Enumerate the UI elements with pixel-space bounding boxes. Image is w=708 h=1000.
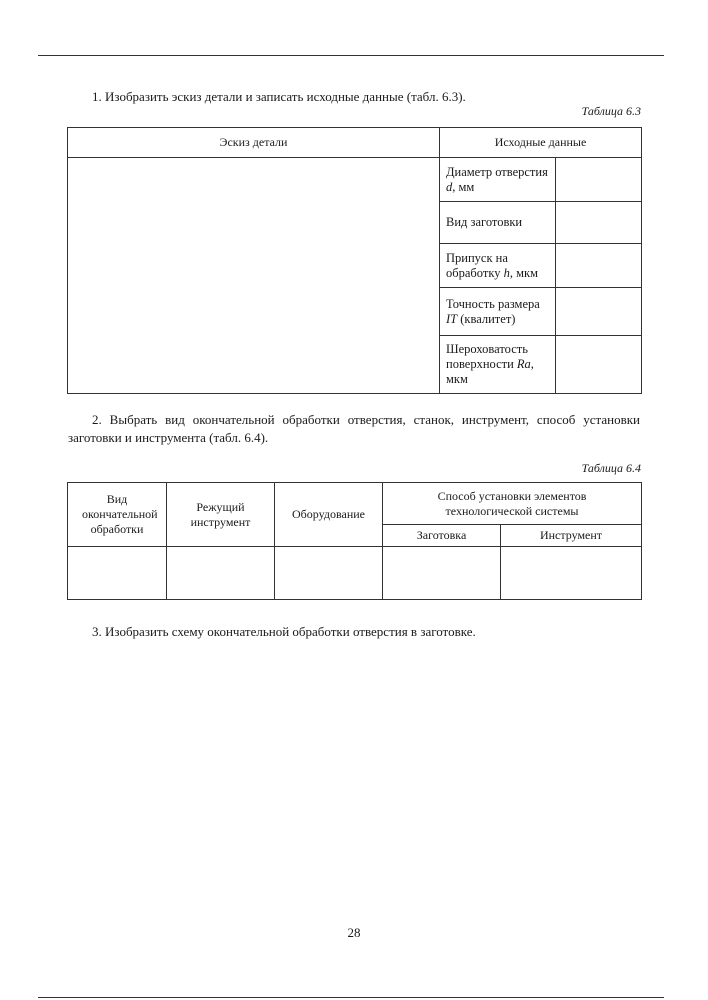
task-1 <box>68 88 640 106</box>
task-3-text: Изобразить схему окончательной обработки отверстия в заготовке. <box>105 624 476 639</box>
label-text: Точность размера <box>446 296 540 311</box>
row-label-workpiece-type <box>440 202 556 244</box>
row-label-diameter <box>440 158 556 202</box>
top-rule <box>38 55 664 56</box>
header-equipment: Оборудование <box>275 483 383 547</box>
label-text: Шероховатость поверхности <box>446 342 528 371</box>
header-workpiece: Заготовка <box>383 525 501 547</box>
label-variable: h, <box>503 265 513 280</box>
label-text: Диаметр отверстия <box>446 164 548 179</box>
row-label-roughness <box>440 336 556 394</box>
row-label-accuracy <box>440 288 556 336</box>
label-unit: , мм <box>452 179 475 194</box>
header-initial-data: Исходные данные <box>440 128 642 158</box>
cell-cutting-tool[interactable] <box>167 547 275 600</box>
cell-workpiece[interactable] <box>383 547 501 600</box>
value-diameter[interactable] <box>556 158 642 202</box>
page-number: 28 <box>347 925 361 940</box>
task-3-number: 3. <box>92 624 102 639</box>
value-workpiece-type[interactable] <box>556 202 642 244</box>
table-6-3-caption: Таблица 6.3 <box>581 104 641 118</box>
table-6-4-caption: Таблица 6.4 <box>581 461 641 475</box>
label-unit: , мкм <box>446 357 534 386</box>
label-variable: Ra <box>516 357 531 371</box>
cell-equipment[interactable] <box>275 547 383 600</box>
header-sketch: Эскиз детали <box>68 128 440 158</box>
label-variable: IT <box>446 311 458 326</box>
header-setup-method: Способ установки элементов технологической системы <box>383 483 642 525</box>
value-allowance[interactable] <box>556 244 642 288</box>
cell-finish-type[interactable] <box>68 547 167 600</box>
task-2-text: Выбрать вид окончательной обработки отверстия, станок, инструмент, способ установки заготовки и инструмента (табл. 6.4). <box>68 412 641 445</box>
header-finish-type: Вид окончательной обработки <box>68 483 167 547</box>
table-6-4 <box>67 482 642 600</box>
sketch-area[interactable] <box>68 158 440 394</box>
task-3 <box>68 623 640 641</box>
value-roughness[interactable] <box>556 336 642 394</box>
task-2-number: 2. <box>92 412 102 427</box>
bottom-rule <box>38 997 664 998</box>
label-unit: мкм <box>512 265 538 280</box>
label-variable: d <box>446 179 453 194</box>
cell-instrument[interactable] <box>501 547 642 600</box>
table-6-3 <box>67 127 642 394</box>
header-instrument: Инструмент <box>501 525 642 547</box>
label-text: Вид заготовки <box>446 215 523 229</box>
label-unit: (квалитет) <box>457 311 516 326</box>
task-1-number: 1. <box>92 89 102 104</box>
label-text: Припуск на обработку <box>446 250 508 280</box>
task-2 <box>68 411 640 447</box>
row-label-allowance <box>440 244 556 288</box>
task-1-text: Изобразить эскиз детали и записать исходные данные (табл. 6.3). <box>105 89 466 104</box>
value-accuracy[interactable] <box>556 288 642 336</box>
header-cutting-tool: Режущий инструмент <box>167 483 275 547</box>
